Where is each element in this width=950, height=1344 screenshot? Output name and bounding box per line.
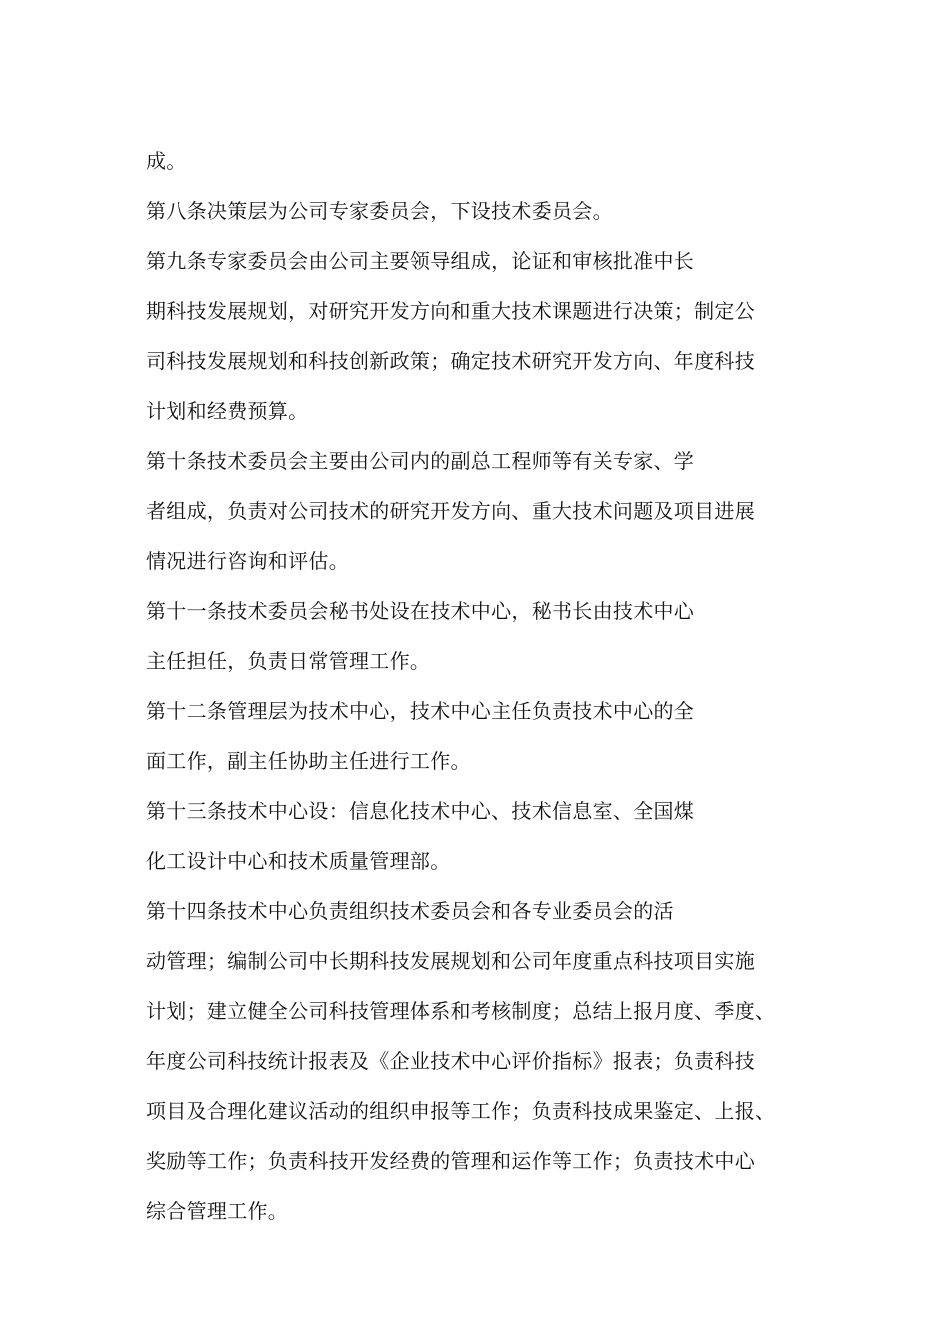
text-line: 第十二条管理层为技术中心，技术中心主任负责技术中心的全 — [146, 699, 695, 723]
text-line: 司科技发展规划和科技创新政策；确定技术研究开发方向、年度科技 — [146, 349, 755, 373]
text-line: 主任担任，负责日常管理工作。 — [146, 649, 431, 673]
text-line: 期科技发展规划，对研究开发方向和重大技术课题进行决策；制定公 — [146, 299, 755, 323]
text-line: 综合管理工作。 — [146, 1199, 289, 1223]
text-line: 化工设计中心和技术质量管理部。 — [146, 849, 451, 873]
text-line: 年度公司科技统计报表及《企业技术中心评价指标》报表；负责科技 — [146, 1049, 755, 1073]
text-line: 第十条技术委员会主要由公司内的副总工程师等有关专家、学 — [146, 449, 695, 473]
text-line: 计划和经费预算。 — [146, 399, 309, 423]
text-line: 情况进行咨询和评估。 — [146, 549, 349, 573]
text-line: 成。 — [146, 149, 187, 173]
text-line: 者组成，负责对公司技术的研究开发方向、重大技术问题及项目进展 — [146, 499, 755, 523]
text-line: 第十四条技术中心负责组织技术委员会和各专业委员会的活 — [146, 899, 674, 923]
text-line: 动管理；编制公司中长期科技发展规划和公司年度重点科技项目实施 — [146, 949, 755, 973]
text-line: 第十一条技术委员会秘书处设在技术中心，秘书长由技术中心 — [146, 599, 695, 623]
text-line: 第八条决策层为公司专家委员会，下设技术委员会。 — [146, 199, 613, 223]
text-line: 项目及合理化建议活动的组织申报等工作；负责科技成果鉴定、上报、 — [146, 1099, 776, 1123]
text-line: 奖励等工作；负责科技开发经费的管理和运作等工作；负责技术中心 — [146, 1149, 755, 1173]
text-line: 第十三条技术中心设：信息化技术中心、技术信息室、全国煤 — [146, 799, 695, 823]
text-line: 计划；建立健全公司科技管理体系和考核制度；总结上报月度、季度、 — [146, 999, 776, 1023]
document-body — [146, 146, 846, 1246]
text-line: 面工作，副主任协助主任进行工作。 — [146, 749, 471, 773]
text-line: 第九条专家委员会由公司主要领导组成，论证和审核批准中长 — [146, 249, 695, 273]
